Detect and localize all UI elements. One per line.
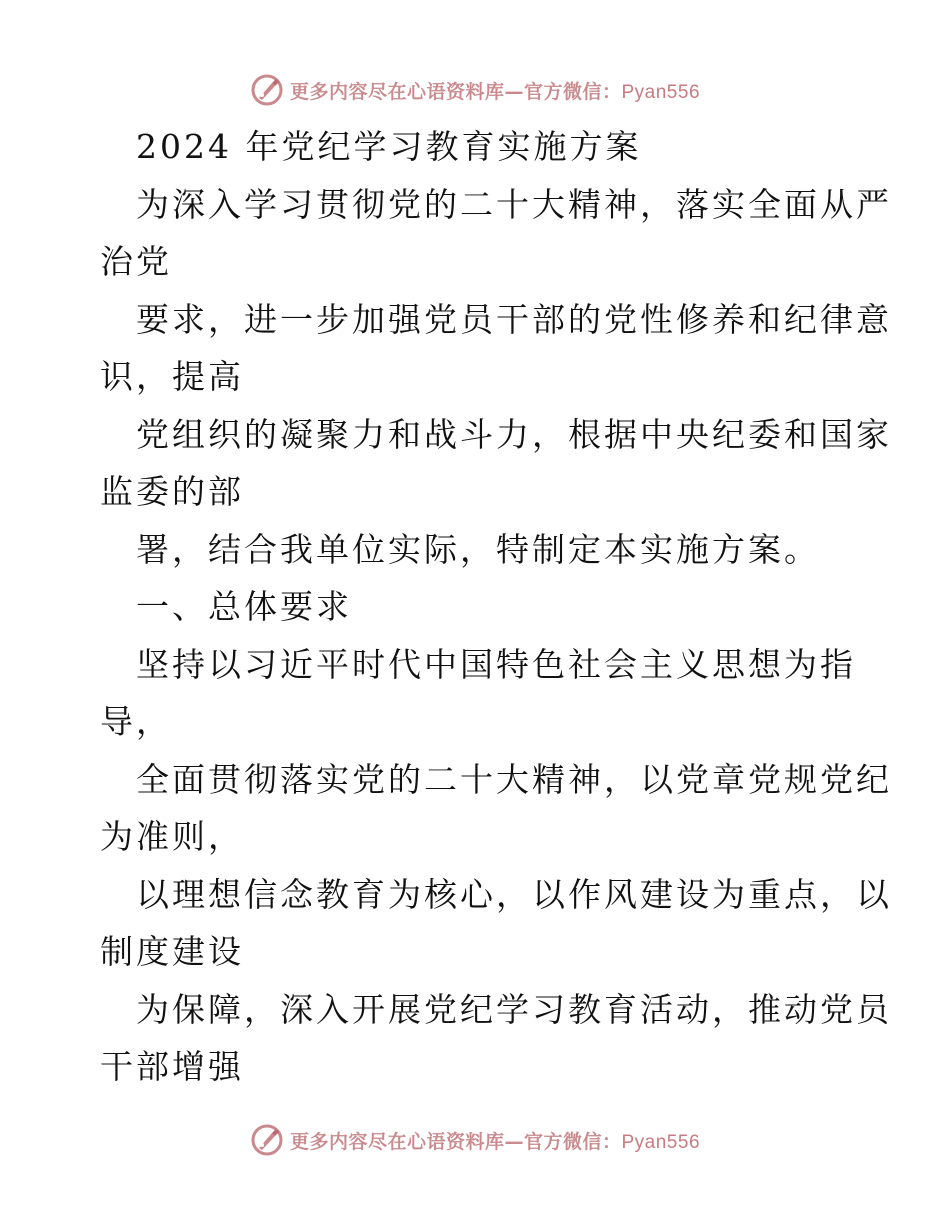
paragraph-line: 治党 bbox=[100, 242, 172, 281]
paragraph-line: 以理想信念教育为核心，以作风建设为重点，以 bbox=[136, 874, 892, 914]
paragraph-line: 党组织的凝聚力和战斗力，根据中央纪委和国家 bbox=[136, 414, 892, 454]
pen-logo-icon bbox=[250, 73, 284, 107]
document-body bbox=[100, 118, 892, 1096]
header-watermark bbox=[0, 70, 950, 110]
paragraph-line: 制度建设 bbox=[100, 932, 244, 971]
paragraph-line: 全面贯彻落实党的二十大精神，以党章党规党纪 bbox=[136, 759, 892, 799]
paragraph-line: 为深入学习贯彻党的二十大精神，落实全面从严 bbox=[136, 184, 892, 224]
paragraph-line: 导， bbox=[100, 702, 172, 741]
paragraph-line: 要求，进一步加强党员干部的党性修养和纪律意 bbox=[136, 299, 892, 339]
watermark-text: 更多内容尽在心语资料库—官方微信：Pyan556 bbox=[289, 80, 701, 103]
paragraph-line: 识，提高 bbox=[100, 357, 244, 396]
footer-watermark bbox=[0, 1120, 950, 1160]
paragraph-line: 坚持以习近平时代中国特色社会主义思想为指 bbox=[136, 644, 856, 684]
document-title: 2024 年党纪学习教育实施方案 bbox=[136, 127, 642, 166]
pen-logo-icon bbox=[250, 1123, 284, 1157]
paragraph-line: 监委的部 bbox=[100, 472, 244, 511]
paragraph-line: 为保障，深入开展党纪学习教育活动，推动党员 bbox=[136, 989, 892, 1029]
paragraph-line: 为准则， bbox=[100, 817, 244, 856]
watermark-text: 更多内容尽在心语资料库—官方微信：Pyan556 bbox=[289, 1130, 701, 1153]
paragraph-line: 一、总体要求 bbox=[136, 587, 352, 626]
paragraph-line: 署，结合我单位实际，特制定本实施方案。 bbox=[136, 529, 820, 569]
paragraph-line: 干部增强 bbox=[100, 1047, 244, 1086]
